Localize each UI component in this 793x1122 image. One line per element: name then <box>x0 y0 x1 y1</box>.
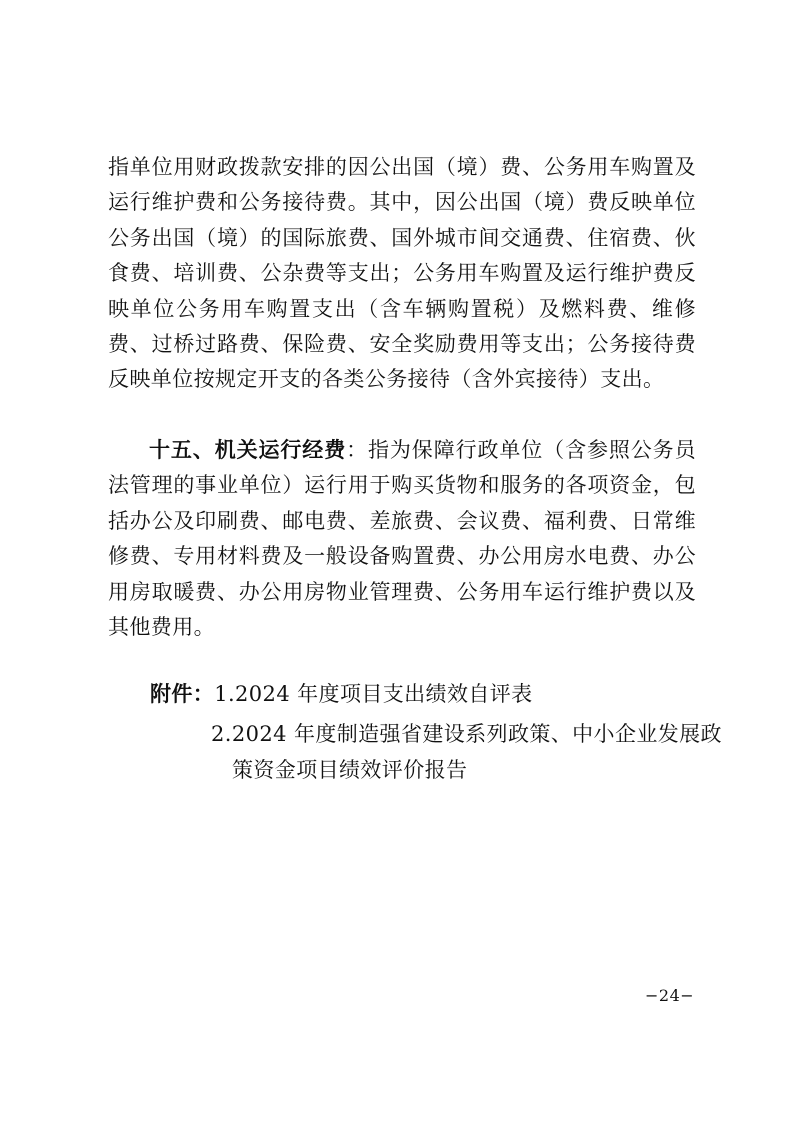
paragraph-expense-definition: 指单位用财政拨款安排的因公出国（境）费、公务用车购置及运行维护费和公务接待费。其中，因公出国（境）费反映单位公务出国（境）的国际旅费、国外城市间交通费、住宿费、伙食费、培训费、公杂费等支出；公务用车购置及运行维护费反映单位公务用车购置支出（含车辆购置税）及燃料费、维修费、过桥过路费、保险费、安全奖励费用等支出；公务接待费反映单位按规定开支的各类公务接待（含外宾接待）支出。 <box>108 155 696 392</box>
attachment-item-1 <box>150 676 533 712</box>
attachment-item-1-text: 1.2024 年度项目支出绩效自评表 <box>214 682 533 706</box>
section-heading: 十五、机关运行经费 <box>149 437 347 462</box>
attachments-label: 附件： <box>150 681 215 706</box>
attachment-item-2-line-1: 2.2024 年度制造强省建设系列政策、中小企业发展政 <box>211 722 722 746</box>
page-number: −24− <box>645 986 695 1005</box>
attachment-item-2-line-2: 策资金项目绩效评价报告 <box>232 758 468 782</box>
section-text: ：指为保障行政单位（含参照公务员法管理的事业单位）运行用于购买货物和服务的各项资金，包括办公及印刷费、邮电费、差旅费、会议费、福利费、日常维修费、专用材料费及一般设备购置费、办公用房水电费、办公用房取暖费、办公用房物业管理费、公务用车运行维护费以及其他费用。 <box>108 438 696 640</box>
paragraph-institution-operating-expenses <box>108 432 696 645</box>
